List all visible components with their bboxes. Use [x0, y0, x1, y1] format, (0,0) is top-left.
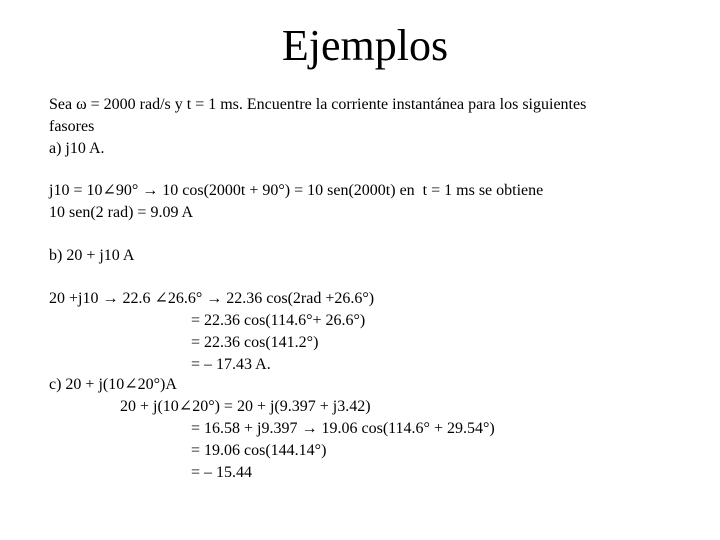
part-c-heading: c) 20 + j(10∠20°)A: [49, 376, 177, 393]
part-c-solution-line-4: = – 15.44: [191, 464, 253, 481]
part-b-solution-line-3: = 22.36 cos(141.2°): [191, 334, 319, 351]
problem-statement-line-2: fasores: [49, 118, 95, 135]
part-c-solution-line-2: = 16.58 + j9.397 → 19.06 cos(114.6° + 29.54°): [191, 420, 495, 437]
part-a-solution-line-1: j10 = 10∠90° → 10 cos(2000t + 90°) = 10 sen(2000t) en t = 1 ms se obtiene: [49, 182, 544, 199]
part-b-heading: b) 20 + j10 A: [49, 247, 135, 264]
part-a-heading: a) j10 A.: [49, 140, 105, 157]
part-a-solution-line-2: 10 sen(2 rad) = 9.09 A: [49, 204, 194, 221]
part-c-solution-line-1: 20 + j(10∠20°) = 20 + j(9.397 + j3.42): [120, 398, 371, 415]
slide-title: Ejemplos: [281, 21, 449, 70]
part-b-solution-line-1: 20 +j10 → 22.6 ∠26.6° → 22.36 cos(2rad +26.6°): [49, 290, 375, 307]
part-b-solution-line-4: = – 17.43 A.: [191, 356, 271, 373]
problem-statement-line-1: Sea ω = 2000 rad/s y t = 1 ms. Encuentre la corriente instantánea para los siguientes: [49, 96, 587, 113]
part-c-solution-line-3: = 19.06 cos(144.14°): [191, 442, 327, 459]
part-b-solution-line-2: = 22.36 cos(114.6°+ 26.6°): [191, 312, 366, 329]
